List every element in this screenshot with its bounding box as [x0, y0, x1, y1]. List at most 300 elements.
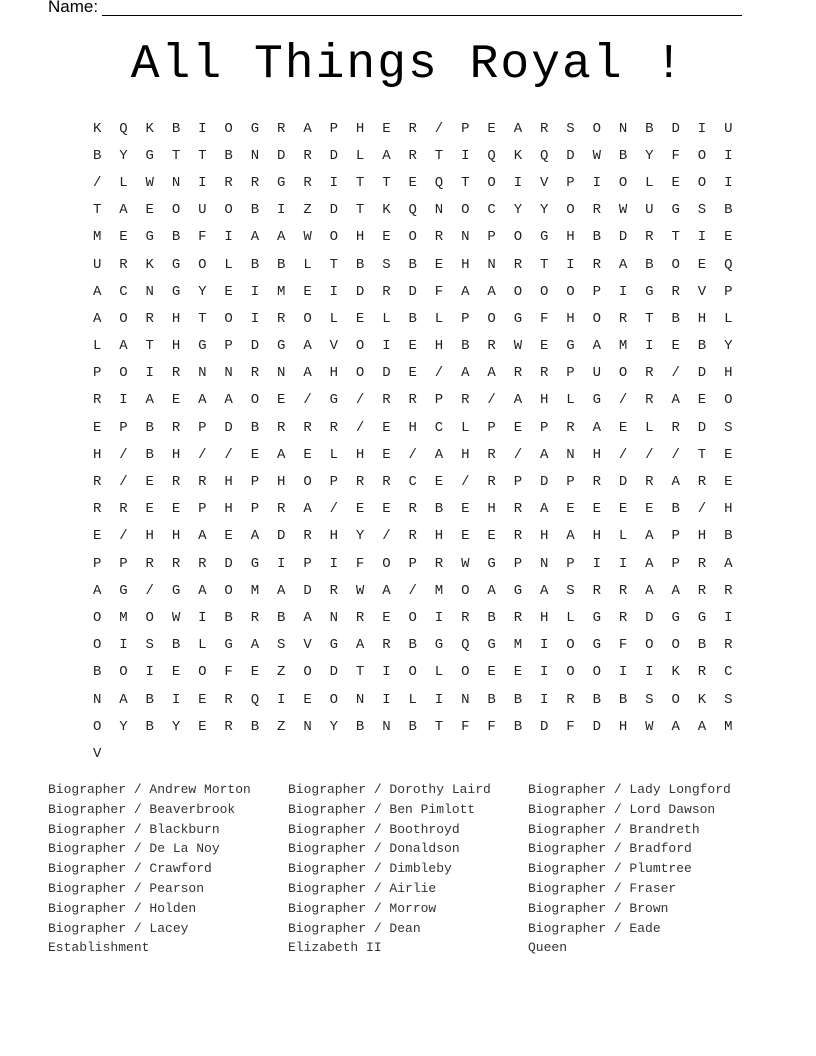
grid-letter: A: [592, 338, 601, 355]
grid-letter: O: [224, 120, 233, 137]
grid-letter: E: [408, 365, 417, 382]
grid-letter: /: [408, 446, 417, 463]
grid-letter: M: [434, 582, 444, 599]
grid-letter: D: [329, 147, 339, 164]
grid-letter: O: [329, 229, 339, 246]
grid-letter: L: [434, 664, 444, 681]
grid-letter: E: [513, 664, 523, 681]
grid-letter: N: [171, 174, 181, 191]
grid-letter: O: [671, 256, 680, 273]
grid-letter: A: [697, 718, 707, 735]
grid-letter: T: [145, 338, 154, 355]
grid-letter: E: [303, 446, 312, 463]
grid-letter: F: [539, 310, 549, 327]
grid-letter: Y: [171, 718, 181, 735]
grid-letter: O: [645, 637, 654, 654]
grid-letter: /: [119, 528, 128, 545]
grid-letter: B: [697, 637, 707, 654]
word-search-grid: [84, 115, 741, 768]
grid-letter: Y: [724, 338, 733, 355]
grid-letter: R: [198, 474, 207, 491]
grid-letter: M: [92, 229, 102, 246]
grid-letter: A: [539, 446, 549, 463]
grid-letter: L: [618, 528, 628, 545]
grid-letter: A: [645, 582, 654, 599]
grid-letter: E: [355, 310, 365, 327]
grid-letter: G: [539, 229, 549, 246]
grid-letter: O: [92, 637, 102, 654]
word-list-item: Biographer / Crawford: [48, 861, 212, 877]
grid-letter: /: [645, 446, 654, 463]
grid-letter: O: [618, 174, 628, 191]
grid-letter: T: [355, 174, 365, 191]
grid-letter: I: [618, 283, 628, 300]
grid-letter: Y: [513, 202, 523, 219]
grid-letter: W: [513, 338, 523, 355]
grid-letter: U: [92, 256, 102, 273]
grid-letter: R: [92, 501, 102, 518]
grid-letter: L: [724, 310, 733, 327]
grid-letter: U: [198, 202, 207, 219]
grid-letter: A: [539, 501, 549, 518]
word-list-item: Biographer / Lady Longford: [528, 782, 731, 797]
grid-letter: R: [461, 609, 470, 626]
grid-letter: P: [566, 474, 575, 491]
grid-letter: N: [566, 446, 575, 463]
grid-letter: K: [145, 256, 154, 273]
word-list-item: Biographer / Blackburn: [48, 821, 220, 837]
grid-letter: P: [461, 120, 470, 137]
grid-letter: R: [513, 609, 523, 626]
grid-letter: P: [434, 392, 444, 409]
grid-letter: /: [697, 501, 707, 518]
grid-letter: S: [382, 256, 391, 273]
grid-letter: H: [434, 338, 444, 355]
grid-letter: A: [277, 582, 286, 599]
word-list-item: Queen: [528, 940, 568, 956]
grid-letter: T: [198, 147, 207, 164]
grid-letter: R: [408, 392, 417, 409]
grid-letter: A: [250, 229, 260, 246]
grid-letter: R: [487, 338, 496, 355]
grid-letter: L: [408, 691, 417, 708]
grid-letter: /: [461, 474, 470, 491]
grid-letter: D: [303, 582, 312, 599]
grid-letter: P: [592, 283, 601, 300]
grid-letter: W: [355, 582, 365, 599]
grid-letter: A: [671, 474, 680, 491]
grid-letter: P: [119, 555, 128, 572]
grid-letter: B: [355, 718, 365, 735]
grid-letter: G: [513, 310, 523, 327]
grid-letter: G: [171, 582, 181, 599]
grid-letter: B: [171, 637, 181, 654]
grid-letter: Z: [277, 718, 286, 735]
grid-letter: L: [434, 310, 444, 327]
grid-letter: R: [119, 501, 128, 518]
grid-letter: /: [618, 392, 628, 409]
grid-letter: R: [303, 528, 312, 545]
grid-letter: R: [539, 365, 549, 382]
grid-letter: N: [250, 147, 260, 164]
grid-letter: I: [329, 555, 339, 572]
grid-letter: H: [355, 229, 365, 246]
grid-letter: R: [355, 609, 365, 626]
grid-letter: E: [171, 664, 181, 681]
grid-letter: D: [539, 474, 549, 491]
grid-letter: A: [355, 637, 365, 654]
grid-letter: /: [671, 446, 680, 463]
grid-letter: R: [145, 555, 154, 572]
grid-letter: S: [724, 691, 733, 708]
grid-letter: I: [434, 609, 444, 626]
grid-letter: R: [724, 637, 733, 654]
grid-letter: G: [224, 637, 233, 654]
grid-letter: A: [145, 392, 154, 409]
word-list-item: Biographer / Lacey: [48, 920, 189, 936]
grid-letter: E: [618, 501, 628, 518]
grid-letter: L: [645, 419, 654, 436]
grid-letter: D: [382, 365, 391, 382]
grid-letter: A: [592, 419, 601, 436]
grid-letter: L: [645, 174, 654, 191]
grid-letter: R: [171, 419, 181, 436]
grid-letter: N: [487, 256, 496, 273]
grid-letter: K: [382, 202, 391, 219]
word-list-item: Biographer / Dorothy Laird: [288, 782, 491, 797]
grid-letter: B: [513, 691, 523, 708]
grid-letter: R: [645, 365, 654, 382]
grid-letter: T: [92, 202, 102, 219]
grid-letter: Z: [303, 202, 312, 219]
word-list-item: Biographer / Boothroyd: [288, 821, 460, 837]
grid-letter: T: [355, 202, 365, 219]
grid-letter: R: [92, 392, 102, 409]
grid-letter: E: [513, 419, 523, 436]
grid-letter: S: [724, 419, 733, 436]
grid-letter: L: [566, 609, 575, 626]
grid-letter: I: [539, 691, 549, 708]
grid-letter: D: [592, 718, 601, 735]
grid-letter: Q: [408, 202, 417, 219]
grid-letter: /: [513, 446, 523, 463]
grid-letter: P: [513, 555, 523, 572]
grid-letter: D: [408, 283, 417, 300]
grid-letter: I: [513, 174, 523, 191]
grid-letter: B: [645, 256, 654, 273]
grid-letter: D: [277, 528, 286, 545]
grid-letter: N: [461, 229, 470, 246]
grid-letter: L: [329, 446, 339, 463]
grid-letter: S: [277, 637, 286, 654]
grid-letter: L: [119, 174, 128, 191]
grid-letter: S: [697, 202, 707, 219]
grid-letter: O: [224, 310, 233, 327]
grid-letter: H: [592, 528, 601, 545]
grid-letter: O: [250, 392, 260, 409]
grid-letter: R: [303, 147, 312, 164]
grid-letter: R: [250, 365, 260, 382]
grid-letter: E: [92, 419, 102, 436]
grid-letter: R: [408, 501, 417, 518]
grid-letter: /: [198, 446, 207, 463]
grid-letter: R: [513, 256, 523, 273]
grid-letter: K: [145, 120, 154, 137]
grid-letter: P: [92, 365, 102, 382]
grid-letter: /: [382, 528, 391, 545]
grid-letter: F: [487, 718, 496, 735]
grid-letter: D: [566, 147, 575, 164]
grid-letter: P: [566, 555, 575, 572]
grid-letter: H: [329, 365, 339, 382]
grid-letter: G: [145, 229, 154, 246]
grid-letter: B: [461, 338, 470, 355]
grid-letter: P: [250, 474, 260, 491]
grid-letter: O: [592, 310, 601, 327]
grid-letter: A: [277, 446, 286, 463]
grid-letter: A: [382, 147, 391, 164]
grid-letter: O: [303, 310, 312, 327]
grid-letter: R: [618, 609, 628, 626]
grid-letter: E: [382, 446, 391, 463]
grid-letter: A: [618, 256, 628, 273]
grid-letter: G: [487, 555, 496, 572]
grid-letter: A: [461, 283, 470, 300]
grid-letter: R: [408, 147, 417, 164]
grid-letter: F: [618, 637, 628, 654]
grid-letter: O: [171, 202, 181, 219]
grid-letter: W: [645, 718, 654, 735]
grid-letter: E: [592, 501, 601, 518]
grid-letter: B: [487, 609, 496, 626]
grid-letter: R: [697, 555, 707, 572]
grid-letter: E: [724, 446, 733, 463]
grid-letter: T: [539, 256, 549, 273]
grid-letter: O: [329, 691, 339, 708]
grid-letter: B: [513, 718, 523, 735]
grid-letter: H: [171, 338, 181, 355]
grid-letter: O: [487, 310, 496, 327]
grid-letter: W: [171, 609, 181, 626]
grid-letter: B: [618, 691, 628, 708]
grid-letter: D: [697, 365, 707, 382]
grid-letter: G: [250, 555, 260, 572]
grid-letter: E: [487, 120, 496, 137]
word-list-item: Biographer / Bradford: [528, 841, 692, 857]
grid-letter: G: [145, 147, 154, 164]
grid-letter: W: [618, 202, 628, 219]
grid-letter: O: [198, 664, 207, 681]
grid-letter: P: [671, 528, 680, 545]
grid-letter: H: [277, 474, 286, 491]
grid-letter: N: [539, 555, 549, 572]
grid-letter: K: [92, 120, 102, 137]
grid-letter: E: [145, 501, 154, 518]
grid-letter: O: [566, 637, 575, 654]
grid-letter: A: [277, 229, 286, 246]
grid-letter: I: [434, 691, 444, 708]
grid-letter: I: [724, 147, 733, 164]
grid-letter: I: [277, 202, 286, 219]
grid-letter: H: [618, 718, 628, 735]
grid-letter: R: [592, 202, 601, 219]
grid-letter: P: [724, 283, 733, 300]
grid-letter: N: [618, 120, 628, 137]
grid-letter: P: [198, 419, 207, 436]
grid-letter: I: [329, 174, 339, 191]
grid-letter: G: [277, 338, 286, 355]
grid-letter: L: [303, 256, 312, 273]
word-list-item: Biographer / Dean: [288, 920, 421, 936]
grid-letter: R: [513, 501, 523, 518]
grid-letter: N: [277, 365, 286, 382]
grid-letter: R: [513, 365, 523, 382]
grid-letter: E: [461, 501, 470, 518]
grid-letter: V: [697, 283, 707, 300]
grid-letter: O: [303, 664, 312, 681]
grid-letter: H: [92, 446, 102, 463]
grid-letter: G: [645, 283, 654, 300]
grid-letter: H: [171, 528, 181, 545]
grid-letter: /: [408, 582, 417, 599]
grid-letter: P: [303, 555, 312, 572]
grid-letter: D: [277, 147, 286, 164]
grid-letter: G: [592, 392, 601, 409]
grid-letter: R: [224, 174, 233, 191]
grid-letter: T: [329, 256, 339, 273]
grid-letter: G: [171, 256, 181, 273]
word-list-item: Biographer / Airlie: [288, 880, 437, 896]
grid-letter: R: [171, 474, 181, 491]
grid-letter: Y: [539, 202, 549, 219]
grid-letter: I: [198, 120, 207, 137]
grid-letter: E: [382, 501, 391, 518]
grid-letter: R: [277, 501, 286, 518]
grid-letter: A: [724, 555, 733, 572]
grid-letter: R: [697, 582, 707, 599]
grid-letter: P: [92, 555, 102, 572]
grid-letter: O: [303, 474, 312, 491]
grid-letter: G: [671, 609, 680, 626]
grid-letter: Z: [277, 664, 286, 681]
name-field: [48, 0, 742, 16]
grid-letter: B: [592, 691, 601, 708]
grid-letter: B: [250, 419, 260, 436]
grid-letter: H: [171, 446, 181, 463]
grid-letter: W: [145, 174, 154, 191]
grid-letter: Q: [119, 120, 128, 137]
grid-letter: H: [724, 501, 733, 518]
grid-letter: P: [329, 474, 339, 491]
grid-letter: T: [697, 446, 707, 463]
grid-letter: T: [461, 174, 470, 191]
grid-letter: A: [434, 446, 444, 463]
grid-letter: F: [224, 664, 233, 681]
grid-letter: O: [461, 582, 470, 599]
grid-letter: R: [224, 691, 233, 708]
grid-letter: N: [382, 718, 391, 735]
grid-letter: E: [171, 392, 181, 409]
grid-letter: A: [303, 365, 312, 382]
grid-letter: H: [539, 609, 549, 626]
grid-letter: L: [355, 147, 365, 164]
grid-letter: B: [250, 256, 260, 273]
grid-letter: C: [408, 474, 417, 491]
grid-letter: E: [671, 174, 680, 191]
grid-letter: P: [250, 501, 260, 518]
grid-letter: O: [566, 664, 575, 681]
grid-letter: I: [645, 664, 654, 681]
grid-letter: R: [92, 474, 102, 491]
grid-letter: /: [434, 120, 444, 137]
grid-letter: R: [461, 392, 470, 409]
grid-letter: A: [92, 310, 102, 327]
grid-letter: I: [119, 637, 128, 654]
grid-letter: Y: [355, 528, 365, 545]
grid-letter: M: [119, 609, 128, 626]
grid-letter: R: [145, 310, 154, 327]
grid-letter: I: [329, 283, 339, 300]
grid-letter: B: [671, 310, 680, 327]
grid-letter: R: [382, 283, 391, 300]
grid-letter: R: [539, 120, 549, 137]
grid-letter: C: [487, 202, 496, 219]
grid-letter: H: [724, 365, 733, 382]
grid-letter: R: [250, 609, 260, 626]
grid-letter: R: [171, 365, 181, 382]
grid-letter: R: [277, 310, 286, 327]
word-list: [48, 780, 788, 958]
word-list-item: Biographer / Holden: [48, 900, 197, 916]
grid-letter: I: [250, 283, 260, 300]
grid-letter: B: [487, 691, 496, 708]
grid-letter: G: [329, 392, 339, 409]
grid-letter: O: [408, 664, 417, 681]
grid-letter: I: [592, 174, 601, 191]
grid-letter: P: [198, 501, 207, 518]
grid-letter: I: [566, 256, 575, 273]
grid-letter: O: [198, 256, 207, 273]
grid-letter: N: [145, 283, 154, 300]
grid-letter: O: [92, 609, 102, 626]
grid-letter: O: [119, 365, 128, 382]
name-label: Name:: [48, 0, 99, 16]
grid-letter: U: [592, 365, 601, 382]
grid-letter: B: [592, 229, 601, 246]
grid-letter: E: [408, 174, 417, 191]
grid-letter: N: [329, 609, 339, 626]
grid-letter: I: [697, 229, 707, 246]
word-list-item: Biographer / Pearson: [48, 880, 205, 896]
grid-letter: B: [645, 120, 654, 137]
grid-letter: F: [461, 718, 470, 735]
grid-letter: I: [277, 555, 286, 572]
grid-letter: /: [434, 365, 444, 382]
grid-letter: G: [592, 637, 601, 654]
grid-letter: L: [461, 419, 470, 436]
grid-letter: R: [329, 419, 339, 436]
grid-letter: G: [329, 637, 339, 654]
grid-letter: O: [592, 664, 601, 681]
grid-letter: E: [566, 501, 575, 518]
grid-letter: E: [461, 528, 470, 545]
grid-letter: Y: [645, 147, 654, 164]
grid-letter: V: [329, 338, 339, 355]
grid-letter: E: [303, 283, 312, 300]
grid-letter: E: [277, 392, 286, 409]
grid-letter: R: [513, 528, 523, 545]
grid-letter: I: [171, 691, 181, 708]
